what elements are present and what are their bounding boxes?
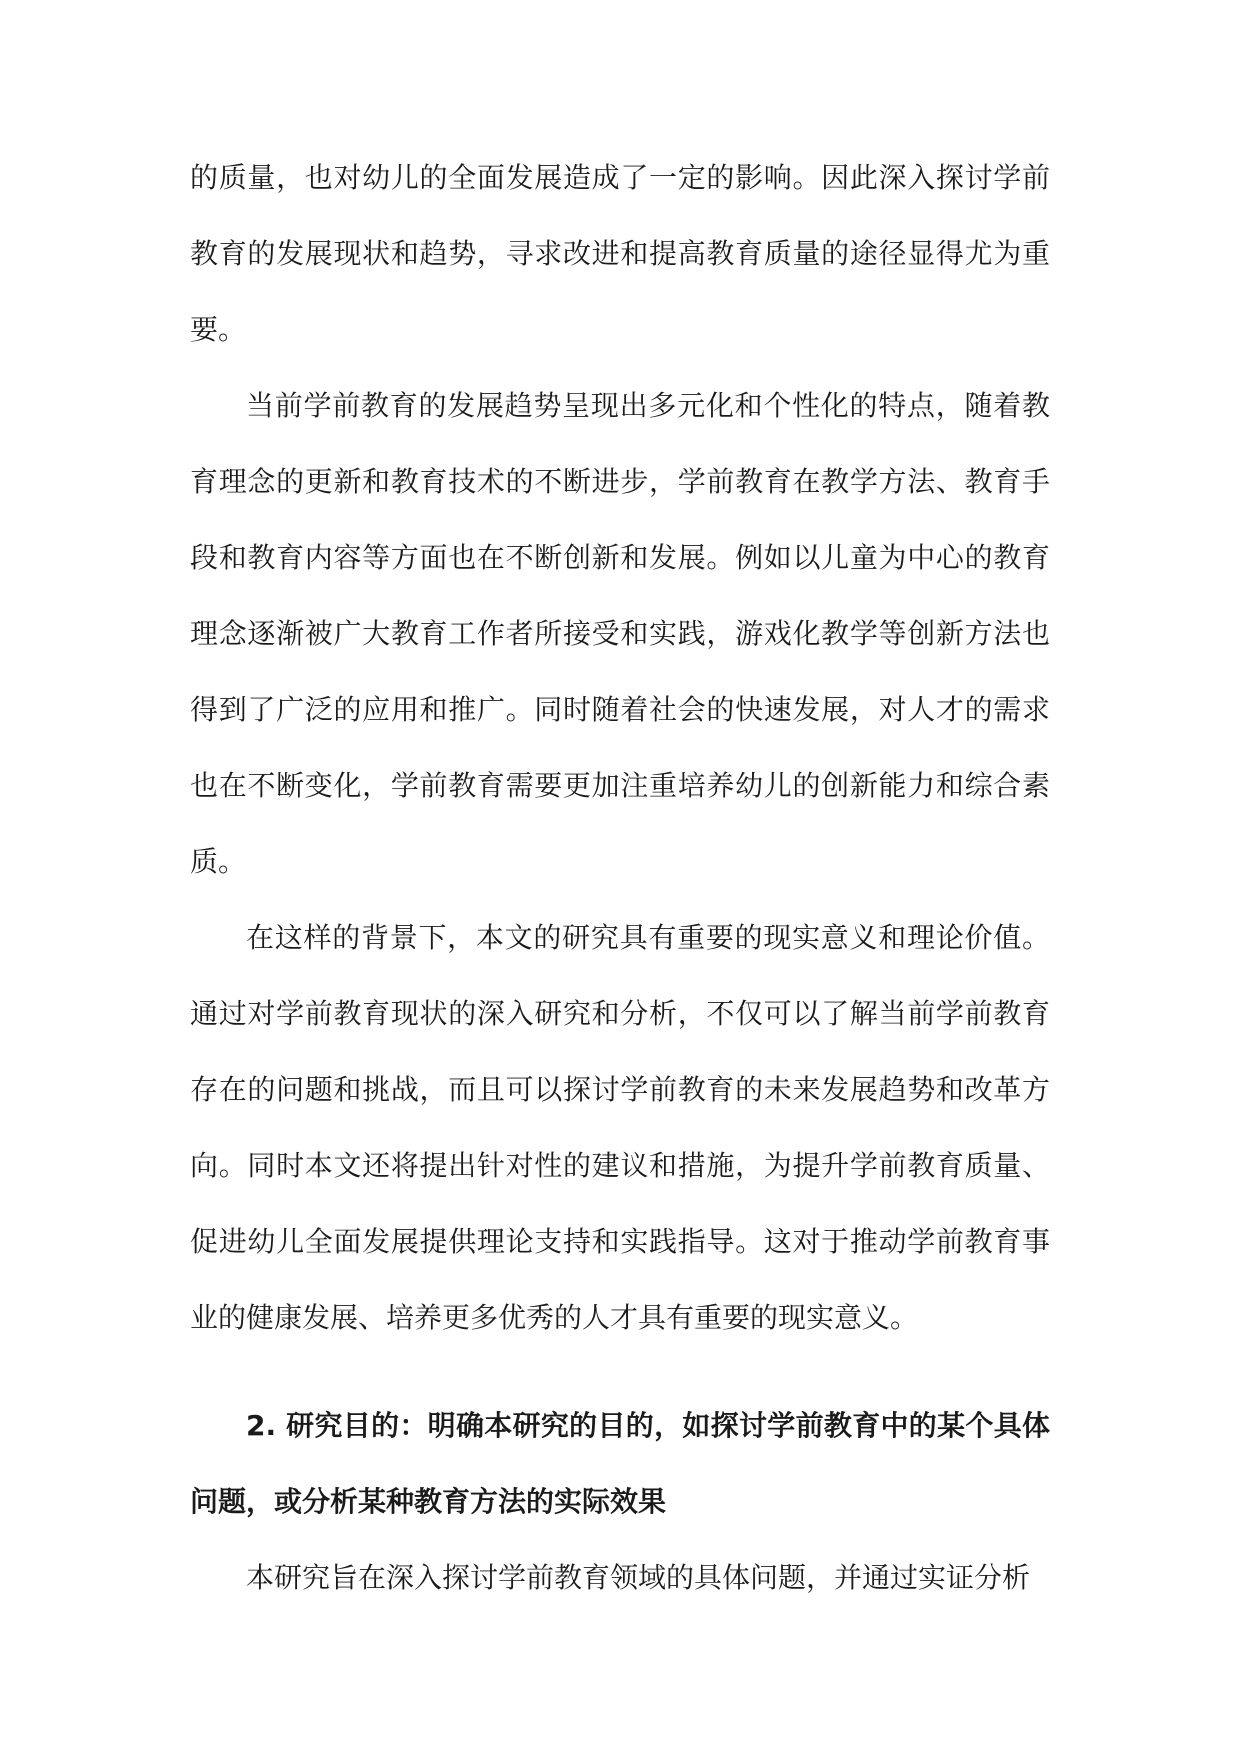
document-body [190,140,1050,1616]
section-heading: 2. 研究目的：明确本研究的目的，如探讨学前教育中的某个具体问题，或分析某种教育方法的实际效果 [190,1409,1050,1518]
paragraph-trend: 当前学前教育的发展趋势呈现出多元化和个性化的特点，随着教育理念的更新和教育技术的不断进步，学前教育在教学方法、教育手段和教育内容等方面也在不断创新和发展。例如以儿童为中心的教育理念逐渐被广大教育工作者所接受和实践，游戏化教学等创新方法也得到了广泛的应用和推广。同时随着社会的快速发展，对人才的需求也在不断变化，学前教育需要更加注重培养幼儿的创新能力和综合素质。 [190,389,1050,878]
paragraph-continuation: 的质量，也对幼儿的全面发展造成了一定的影响。因此深入探讨学前教育的发展现状和趋势，寻求改进和提高教育质量的途径显得尤为重要。 [190,161,1050,346]
paragraph-research-aim: 本研究旨在深入探讨学前教育领域的具体问题，并通过实证分析 [246,1561,1031,1594]
paragraph-significance: 在这样的背景下，本文的研究具有重要的现实意义和理论价值。通过对学前教育现状的深入研究和分析，不仅可以了解当前学前教育存在的问题和挑战，而且可以探讨学前教育的未来发展趋势和改革方向。同时本文还将提出针对性的建议和措施，为提升学前教育质量、促进幼儿全面发展提供理论支持和实践指导。这对于推动学前教育事业的健康发展、培养更多优秀的人才具有重要的现实意义。 [190,921,1050,1334]
